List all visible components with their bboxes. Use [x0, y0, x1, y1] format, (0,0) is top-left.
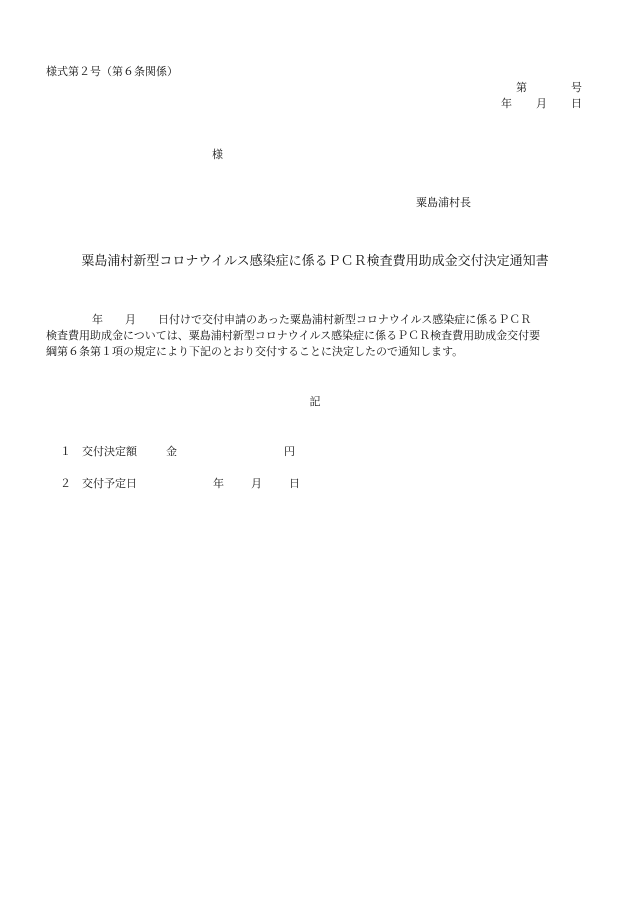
- document-date-month: 月: [536, 97, 547, 110]
- item-number: ２: [60, 477, 71, 490]
- item-label: 交付予定日: [82, 477, 137, 490]
- item-grant-amount: [60, 445, 295, 459]
- document-date-day: 日: [571, 97, 582, 110]
- item-date-day: 日: [289, 477, 300, 490]
- body-paragraph: [46, 312, 584, 360]
- item-currency-suffix: 円: [284, 445, 295, 458]
- body-line: 検査費用助成金については、粟島浦村新型コロナウイルス感染症に係るＰＣＲ検査費用助成金交付要: [46, 329, 541, 342]
- item-scheduled-date: [60, 477, 300, 491]
- body-line: 綱第６条第１項の規定により下記のとおり交付することに決定したので通知します。: [46, 345, 464, 358]
- document-date: [501, 97, 582, 111]
- item-label: 交付決定額: [82, 445, 137, 458]
- document-date-year: 年: [501, 97, 512, 110]
- document-number: [516, 81, 582, 95]
- ki-heading: 記: [309, 395, 321, 408]
- item-number: １: [60, 445, 71, 458]
- recipient-honorific: 様: [212, 148, 223, 161]
- issuer-name: 粟島浦村長: [416, 196, 471, 209]
- document-title: 粟島浦村新型コロナウイルス感染症に係るＰＣＲ検査費用助成金交付決定通知書: [81, 254, 549, 269]
- item-currency-prefix: 金: [166, 445, 177, 458]
- document-number-go: 号: [571, 81, 582, 94]
- item-date-year: 年: [213, 477, 224, 490]
- form-number-label: 様式第２号（第６条関係）: [46, 65, 178, 78]
- item-date-month: 月: [251, 477, 262, 490]
- document-number-dai: 第: [516, 81, 527, 94]
- body-line: 年 月 日付けで交付申請のあった粟島浦村新型コロナウイルス感染症に係るＰＣＲ: [92, 313, 532, 326]
